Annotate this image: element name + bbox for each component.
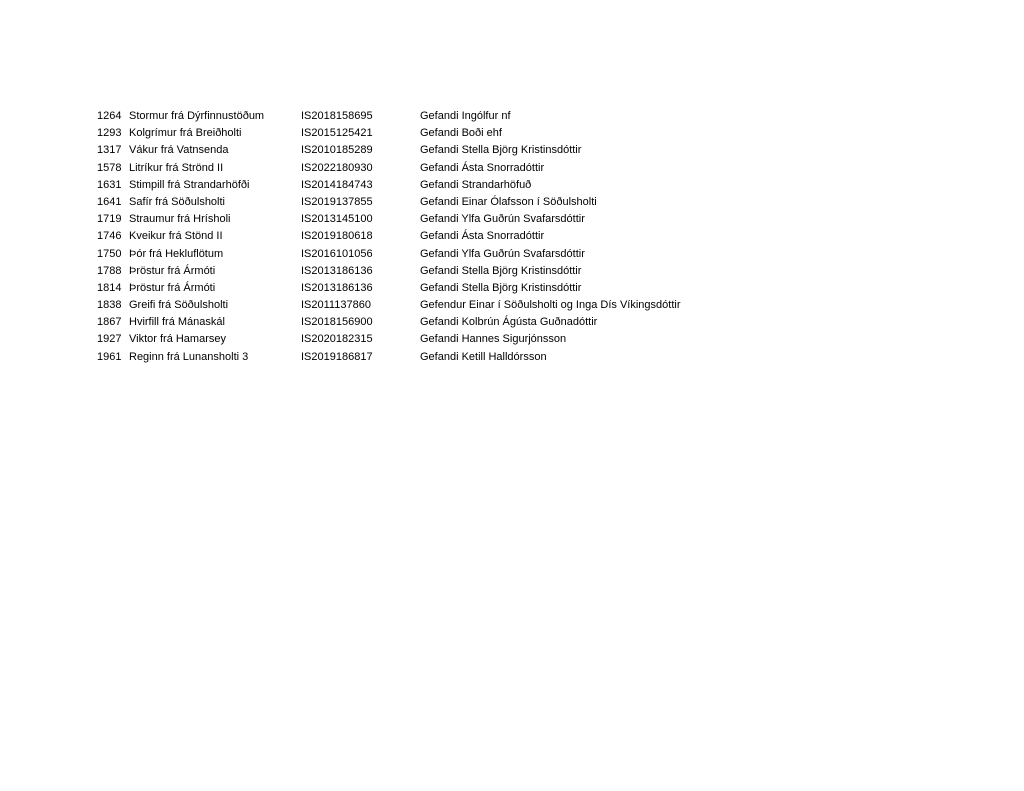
horse-name: Vákur frá Vatnsenda	[129, 144, 229, 157]
donor-name: Gefandi Einar Ólafsson í Söðulsholti	[420, 195, 597, 208]
registration-id: IS2013186136	[301, 264, 373, 277]
horse-name: Þór frá Hekluflötum	[129, 247, 224, 260]
horse-name: Þröstur frá Ármóti	[129, 264, 216, 277]
row-number: 1961	[97, 350, 122, 363]
registration-id: IS2014184743	[301, 178, 373, 191]
registration-id: IS2018158695	[301, 110, 373, 122]
row-number: 1317	[97, 144, 122, 157]
row-number: 1867	[97, 316, 122, 329]
donor-name: Gefandi Ylfa Guðrún Svafarsdóttir	[420, 213, 585, 226]
horse-name: Stimpill frá Strandarhöfði	[129, 178, 250, 191]
horse-name: Litríkur frá Strönd II	[129, 161, 224, 174]
row-number: 1293	[97, 127, 122, 140]
donor-name: Gefandi Stella Björg Kristinsdóttir	[420, 281, 582, 294]
registration-id: IS2022180930	[301, 161, 373, 174]
donor-name: Gefandi Strandarhöfuð	[420, 178, 532, 191]
donor-name: Gefandi Boði ehf	[420, 127, 502, 140]
donor-name: Gefandi Hannes Sigurjónsson	[420, 333, 567, 346]
registration-id: IS2015125421	[301, 127, 373, 140]
donor-name: Gefandi Ásta Snorradóttir	[420, 161, 545, 174]
row-number: 1927	[97, 333, 122, 346]
horse-name: Stormur frá Dýrfinnustöðum	[129, 110, 265, 122]
row-number: 1264	[97, 110, 122, 122]
registration-id: IS2020182315	[301, 333, 373, 346]
registration-id: IS2019186817	[301, 350, 373, 363]
registration-id: IS2013186136	[301, 281, 373, 294]
registration-id: IS2011137860	[301, 299, 371, 312]
registration-id: IS2013145100	[301, 213, 373, 226]
donor-name: Gefandi Ingólfur nf	[420, 110, 511, 122]
horse-name: Straumur frá Hrísholi	[129, 213, 231, 226]
row-number: 1750	[97, 247, 122, 260]
row-number: 1788	[97, 264, 122, 277]
horse-name: Greifi frá Söðulsholti	[129, 299, 229, 312]
donor-name: Gefandi Kolbrún Ágústa Guðnadóttir	[420, 316, 598, 329]
horse-name: Hvirfill frá Mánaskál	[129, 316, 225, 329]
donor-name: Gefandi Ásta Snorradóttir	[420, 230, 545, 243]
donor-name: Gefandi Stella Björg Kristinsdóttir	[420, 264, 582, 277]
row-number: 1641	[97, 195, 122, 208]
row-number: 1631	[97, 178, 122, 191]
donor-name: Gefandi Ketill Halldórsson	[420, 350, 547, 363]
row-number: 1814	[97, 281, 122, 294]
donor-name: Gefandi Ylfa Guðrún Svafarsdóttir	[420, 247, 585, 260]
horse-name: Kolgrímur frá Breiðholti	[129, 127, 242, 140]
row-number: 1578	[97, 161, 122, 174]
row-number: 1746	[97, 230, 122, 243]
donor-name: Gefendur Einar í Söðulsholti og Inga Dís Víkingsdóttir	[420, 299, 681, 312]
horse-name: Viktor frá Hamarsey	[129, 333, 226, 346]
registration-id: IS2019137855	[301, 195, 373, 208]
row-number: 1838	[97, 299, 122, 312]
registration-id: IS2019180618	[301, 230, 373, 243]
registration-id: IS2010185289	[301, 144, 373, 157]
row-number: 1719	[97, 213, 122, 226]
donor-name: Gefandi Stella Björg Kristinsdóttir	[420, 144, 582, 157]
horse-name: Þröstur frá Ármóti	[129, 281, 216, 294]
horse-name: Kveikur frá Stönd II	[129, 230, 223, 243]
horse-name: Safír frá Söðulsholti	[129, 195, 225, 208]
registration-id: IS2018156900	[301, 316, 373, 329]
registration-id: IS2016101056	[301, 247, 373, 260]
horse-name: Reginn frá Lunansholti 3	[129, 350, 249, 363]
